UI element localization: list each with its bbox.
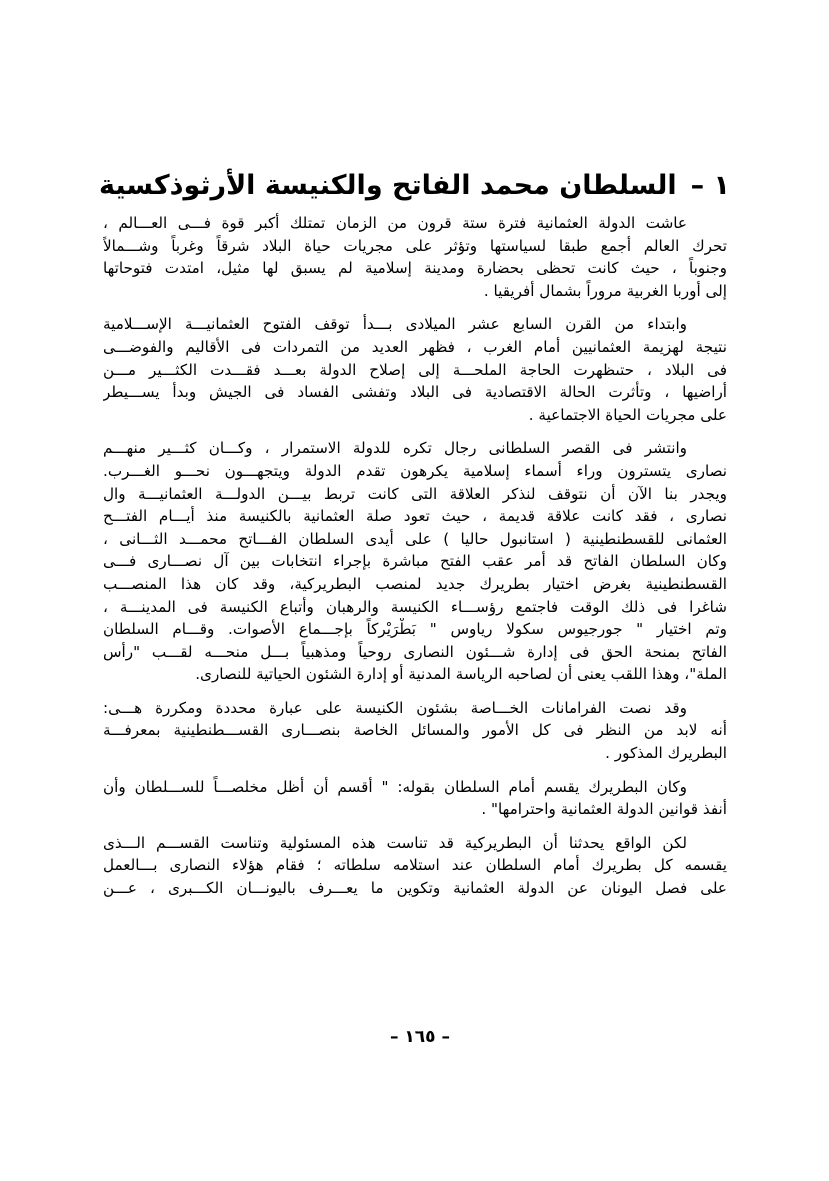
chapter-heading [100,166,730,206]
text-line: وتم اختيار " جورجيوس سكولا رياوس " بَطْرَيْركاً بإجـــماع الأصوات. وقـــام السلطان [103,620,727,639]
text-line: نتيجة لهزيمة العثمانيين أمام الغرب ، فظهر العديد من التمردات فى الأقاليم والفوضـــى [103,337,727,356]
text-line: يقسمه كل بطريرك أمام السلطان عند استلامه سلطاته ؛ فقام هؤلاء النصارى بـــالعمل [103,856,727,875]
paragraph-church-relations [103,437,727,686]
paragraph-reality [103,832,727,900]
text-line: القسطنطينية بغرض اختيار بطريرك جديد لمنصب البطريركية، وقد كان هذا المنصـــب [103,574,727,593]
text-line: فى البلاد ، حتىظهرت الحاجة الملحـــة إلى إصلاح الدولة بعـــد فقـــدت الكثـــير مـــن [103,360,727,379]
text-line: وابتداء من القرن السابع عشر الميلادى بـــدأ توقف الفتوح العثمانيـــة الإســـلامية [103,315,687,334]
text-line: وانتشر فى القصر السلطانى رجال تكره للدولة الاستمرار ، وكـــان كثـــير منهـــم [103,439,687,458]
text-line: وكان البطريرك يقسم أمام السلطان بقوله: " أقسم أن أظل مخلصـــاً للســـلطان وأن [103,777,687,796]
text-line: على فصل اليونان عن الدولة العثمانية وتكوين ما يعـــرف باليونـــان الكـــبرى ، عـــن [103,879,727,898]
page-number: – ١٦٥ – [390,1027,450,1047]
text-line: إلى أوربا الغربية مروراً بشمال أفريقيا . [483,281,727,300]
text-line: العثمانى للقسطنطينية ( استانبول حاليا ) على أيدى السلطان الفـــاتح محمـــد الثـــانى ، [103,529,727,548]
text-line: وجنوباً ، حيث كانت تحظى بحضارة ومدينة إسلامية لم يسبق لها مثيل، امتدت فتوحاتها [103,259,727,278]
text-line: تحرك العالم أجمع طبقا لسياستها وتؤثر على مجريات حياة البلاد شرقاً وغرباً وشـــمالاً [103,236,727,255]
text-line: وقد نصت الفرامانات الخـــاصة بشئون الكنيسة على عبارة محددة ومكررة هـــى: [103,698,687,717]
paragraph-oath [103,776,727,821]
text-line: نصارى يتسترون وراء أسماء إسلامية يكرهون تقدم الدولة ويتجهـــون نحـــو الغـــرب. [103,461,727,480]
text-line: أنه لابد من النظر فى كل الأمور والمسائل الخاصة بنصـــارى القســـطنطينية بمعرفـــة [103,721,727,740]
text-line: وكان السلطان الفاتح قد أمر عقب الفتح مباشرة بإجراء انتخابات بين آل نصـــارى فـــى [103,552,727,571]
paragraph-ottoman-power [103,212,727,302]
text-line: لكن الواقع يحدثنا أن البطريركية قد تناست هذه المسئولية وتناست القســـم الـــذى [103,833,687,852]
text-line: عاشت الدولة العثمانية فترة ستة قرون من الزمان تمتلك أكبر قوة فـــى العـــالم ، [103,214,687,232]
text-line: أراضيها ، وتأثرت الحالة الاقتصادية فى البلاد وتفشى الفساد فى الجيش وبدأ يســـيطر [103,383,727,402]
text-line: الفاتح بمنحة الحق فى إدارة شـــئون النصارى روحياً ومذهبياً بـــل منحـــه لقـــب "رأس [103,642,727,661]
text-line: نصارى ، فقد كانت علاقة قديمة ، حيث تعود صلة العثمانية بالكنيسة منذ أيـــام الفتـــح [103,507,727,526]
chapter-title: السلطان محمد الفاتح والكنيسة الأرثوذكسية [99,170,677,202]
text-line: الملة"، وهذا اللقب يعنى أن لصاحبه الرياسة المدنية أو إدارة الشئون الحياتية للنصارى. [195,665,727,684]
paragraph-firmans [103,697,727,765]
text-line: ويجدر بنا الآن أن نتوقف لنذكر العلاقة التى كانت تربط بيـــن الدولـــة العثمانيـــة وال [103,484,727,503]
chapter-number: ١ – [690,170,730,202]
text-line: على مجريات الحياة الاجتماعية . [528,405,727,424]
text-line: البطريرك المذكور . [605,744,727,763]
text-line: شاغرا فى ذلك الوقت فاجتمع رؤســـاء الكنيسة والرهبان وأتباع الكنيسة فى المدينـــة ، [103,597,727,616]
text-line: أنفذ قوانين الدولة العثمانية واحترامها" . [481,800,727,819]
body-text [103,212,727,911]
paragraph-decline [103,313,727,426]
